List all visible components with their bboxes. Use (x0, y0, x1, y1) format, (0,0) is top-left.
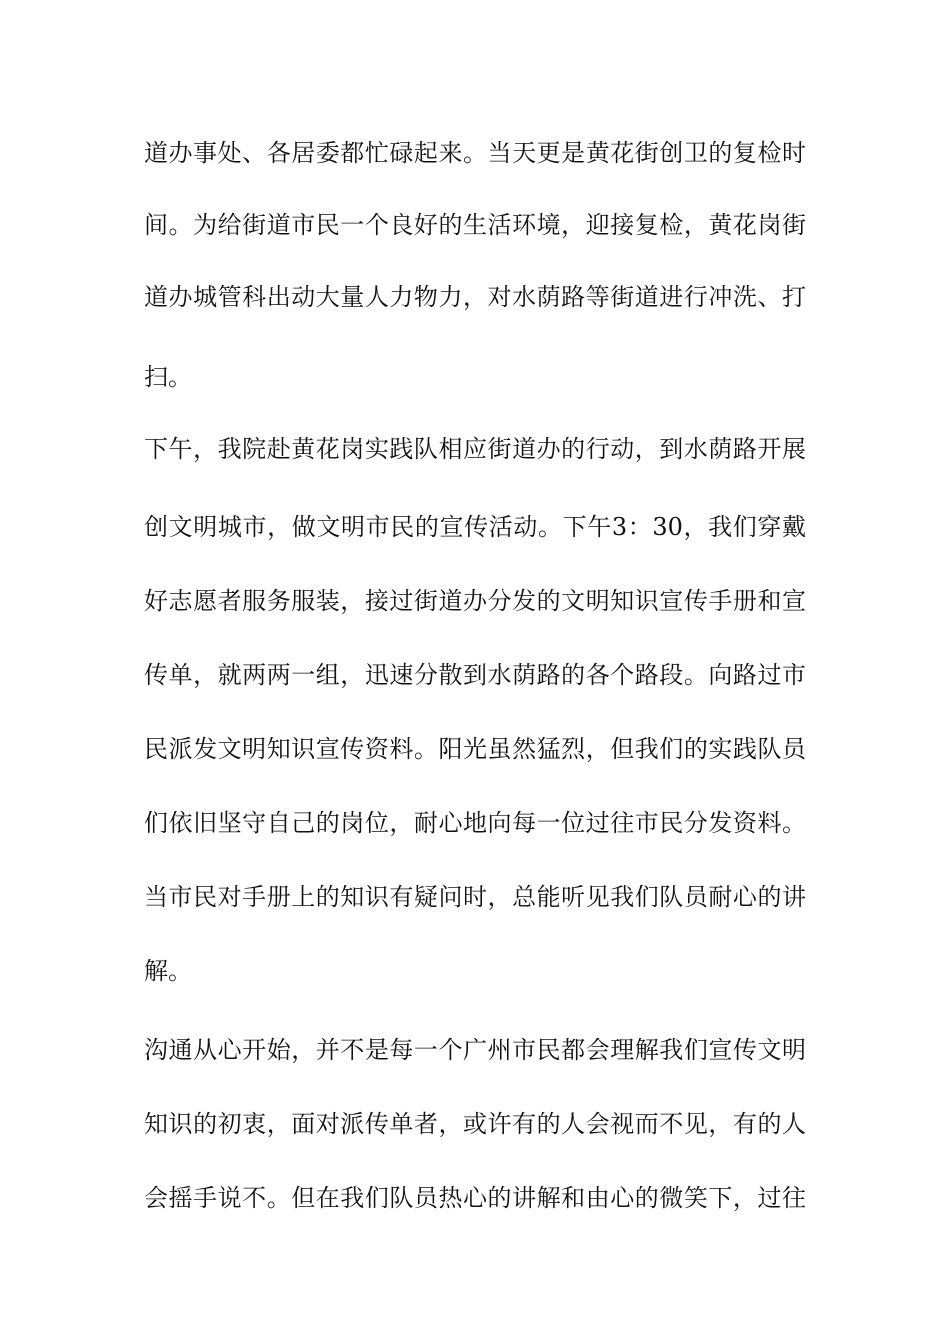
paragraph-line: 传单，就两两一组，迅速分散到水荫路的各个路段。向路过市 (144, 661, 806, 689)
paragraph-line: 下午，我院赴黄花岗实践队相应街道办的行动，到水荫路开展 (144, 435, 806, 463)
paragraph-line: 解。 (144, 957, 192, 985)
paragraph-line: 会摇手说不。但在我们队员热心的讲解和由心的微笑下，过往 (144, 1184, 806, 1212)
paragraph-line: 道办事处、各居委都忙碌起来。当天更是黄花街创卫的复检时 (144, 139, 806, 167)
paragraph-line: 当市民对手册上的知识有疑问时，总能听见我们队员耐心的讲 (144, 883, 806, 911)
paragraph-line: 沟通从心开始，并不是每一个广州市民都会理解我们宣传文明 (144, 1036, 806, 1064)
paragraph-line: 创文明城市，做文明市民的宣传活动。下午3：30，我们穿戴 (144, 513, 806, 541)
paragraph-line: 民派发文明知识宣传资料。阳光虽然猛烈，但我们的实践队员 (144, 735, 806, 763)
paragraph-line: 们依旧坚守自己的岗位，耐心地向每一位过往市民分发资料。 (144, 809, 806, 837)
paragraph-line: 间。为给街道市民一个良好的生活环境，迎接复检，黄花岗街 (144, 211, 806, 239)
paragraph-line: 知识的初衷，面对派传单者，或许有的人会视而不见，有的人 (144, 1110, 806, 1138)
paragraph-line: 好志愿者服务服装，接过街道办分发的文明知识宣传手册和宣 (144, 587, 806, 615)
paragraph-line: 扫。 (144, 363, 192, 391)
paragraph-line: 道办城管科出动大量人力物力，对水荫路等街道进行冲洗、打 (144, 283, 806, 311)
